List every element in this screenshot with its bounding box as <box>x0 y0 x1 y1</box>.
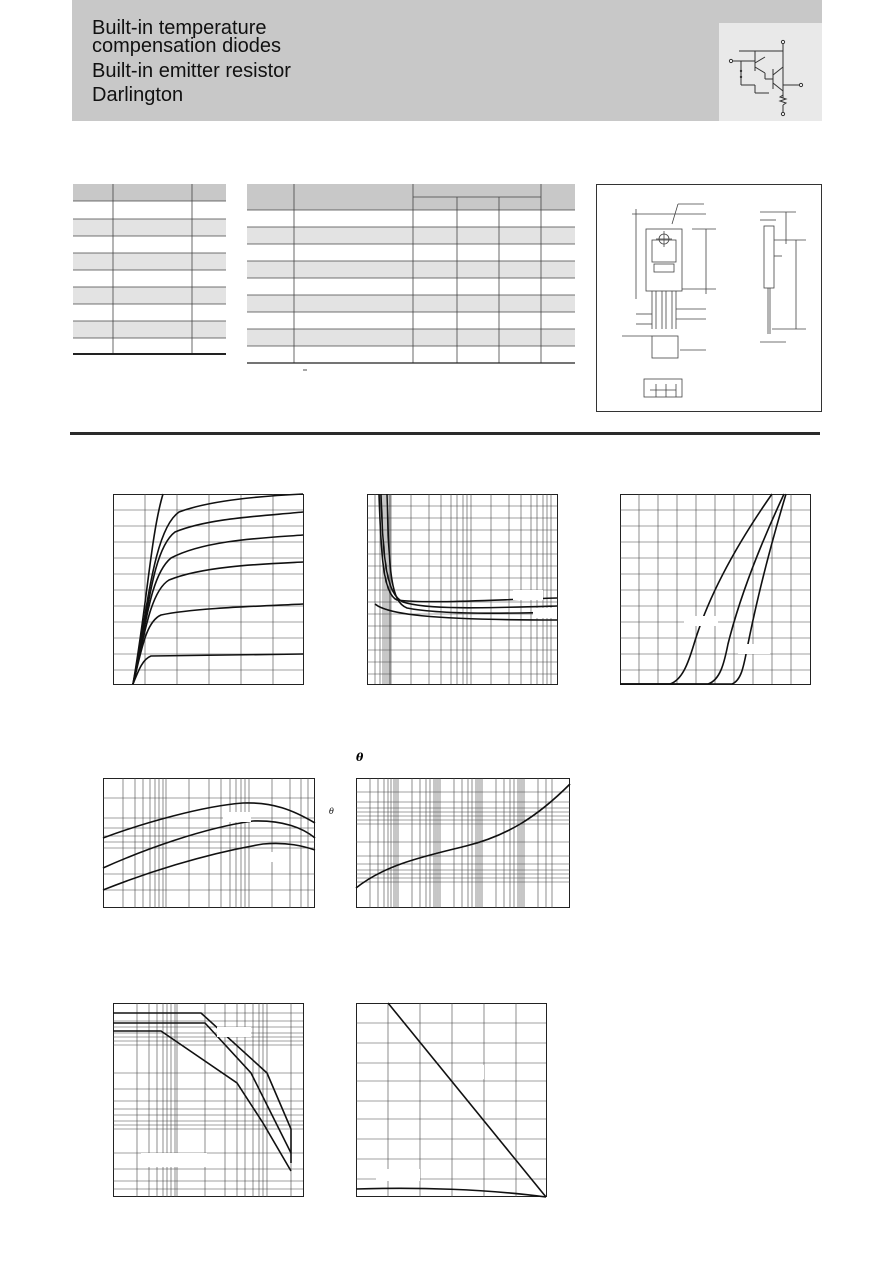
feature-line-1: Built-in temperature <box>92 17 267 39</box>
feature-line-3: Built-in emitter resistor <box>92 60 291 82</box>
electrical-characteristics-table <box>247 184 577 366</box>
section-divider <box>70 432 820 435</box>
transient-thermal-resistance-chart <box>356 778 572 911</box>
safe-operating-area-chart <box>113 1003 306 1199</box>
ratings-table <box>73 184 228 356</box>
dc-current-gain-chart <box>103 778 317 911</box>
transfer-characteristics-chart <box>620 494 812 687</box>
theta-label: θ <box>356 751 364 764</box>
darlington-transistor-schematic-icon <box>719 23 822 121</box>
theta-axis-label: θ <box>329 807 334 816</box>
output-characteristics-chart <box>113 494 306 687</box>
power-derating-chart <box>356 1003 549 1199</box>
equivalent-circuit-panel <box>719 23 822 121</box>
package-outline-drawing-icon <box>596 184 823 414</box>
saturation-voltage-chart <box>367 494 559 687</box>
feature-line-2: compensation diodes <box>92 35 282 57</box>
feature-line-4: Darlington <box>92 84 184 106</box>
